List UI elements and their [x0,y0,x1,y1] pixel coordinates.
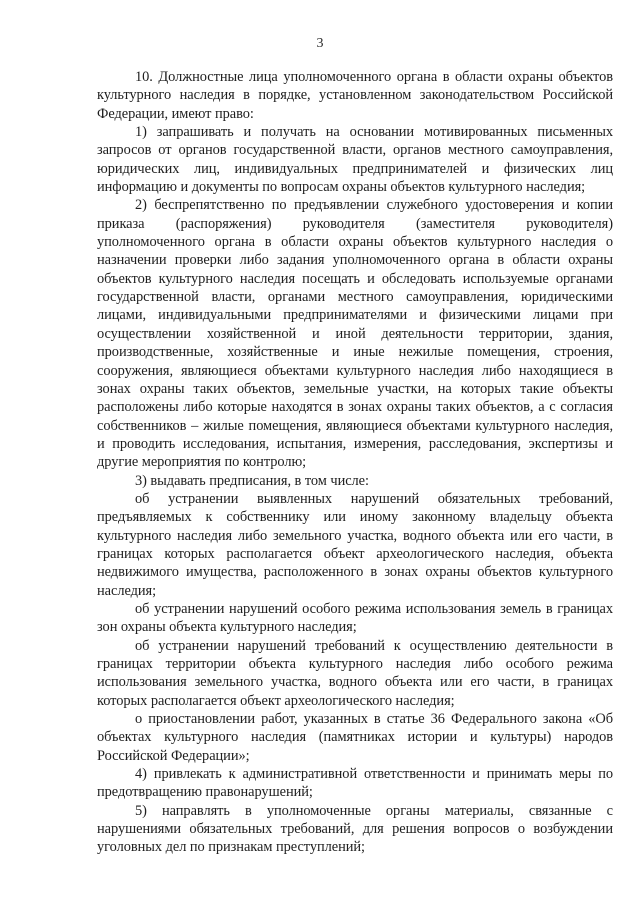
document-body [97,68,613,857]
page-number: 3 [316,36,324,51]
paragraph-item-1: 1) запрашивать и получать на основании мотивированных письменных запросов от органов государственной власти, органов местного самоуправления, юридических лиц, индивидуальных предпринимателей и физических лиц информацию и документы по вопросам охраны объектов культурного наследия; [97,124,613,196]
paragraph-item-5: 5) направлять в уполномоченные органы материалы, связанные с нарушениями обязательных требований, для решения вопросов о возбуждении уголовных дел по признакам преступлений; [97,802,613,856]
paragraph-item-3-sub-2: об устранении нарушений особого режима использования земель в границах зон охраны объекта культурного наследия; [97,600,613,636]
paragraph-item-3-sub-3: об устранении нарушений требований к осуществлению деятельности в границах территории объекта культурного наследия либо особого режима использования земельного участка, водного объекта или его части, в границах которых располагается объект археологического наследия; [97,637,613,709]
paragraph-item-3-sub-1: об устранении выявленных нарушений обязательных требований, предъявляемых к собственнику или иному законному владельцу объекта культурного наследия либо земельного участка, водного объекта или его части, в границах которых располагается объект археологического наследия, объекта недвижимого имущества, расположенного в зонах охраны объектов культурного наследия; [97,490,613,599]
paragraph-item-3-sub-4: о приостановлении работ, указанных в статье 36 Федерального закона «Об объектах культурного наследия (памятниках истории и культуры) народов Российской Федерации»; [97,711,613,764]
paragraph-10: 10. Должностные лица уполномоченного органа в области охраны объектов культурного наследия в порядке, установленном законодательством Российской Федерации, имеют право: [97,69,613,122]
paragraph-item-3: 3) выдавать предписания, в том числе: [135,472,369,489]
paragraph-item-2: 2) беспрепятственно по предъявлении служебного удостоверения и копии приказа (распоряжения) руководителя (заместителя руководителя) уполномоченного органа в области охраны объектов культурного наследия о назначении проверки либо задания уполномоченного органа в области охраны объектов культурного наследия посещать и обследовать используемые органами государственной власти, органами местного самоуправления, юридическими лицами, индивидуальными предпринимателями и физическими лицами при осуществлении хозяйственной и иной деятельности территории, здания, производственные, хозяйственные и иные нежилые помещения, строения, сооружения, являющиеся объектами культурного наследия либо находящиеся в зонах охраны таких объектов, земельные участки, на которых такие объекты расположены либо которые находятся в зонах охраны таких объектов, а с согласия собственников – жилые помещения, являющиеся объектами культурного наследия, и проводить исследования, испытания, измерения, расследования, экспертизы и другие мероприятия по контролю; [97,197,613,471]
paragraph-item-4: 4) привлекать к административной ответственности и принимать меры по предотвращению правонарушений; [97,766,613,801]
